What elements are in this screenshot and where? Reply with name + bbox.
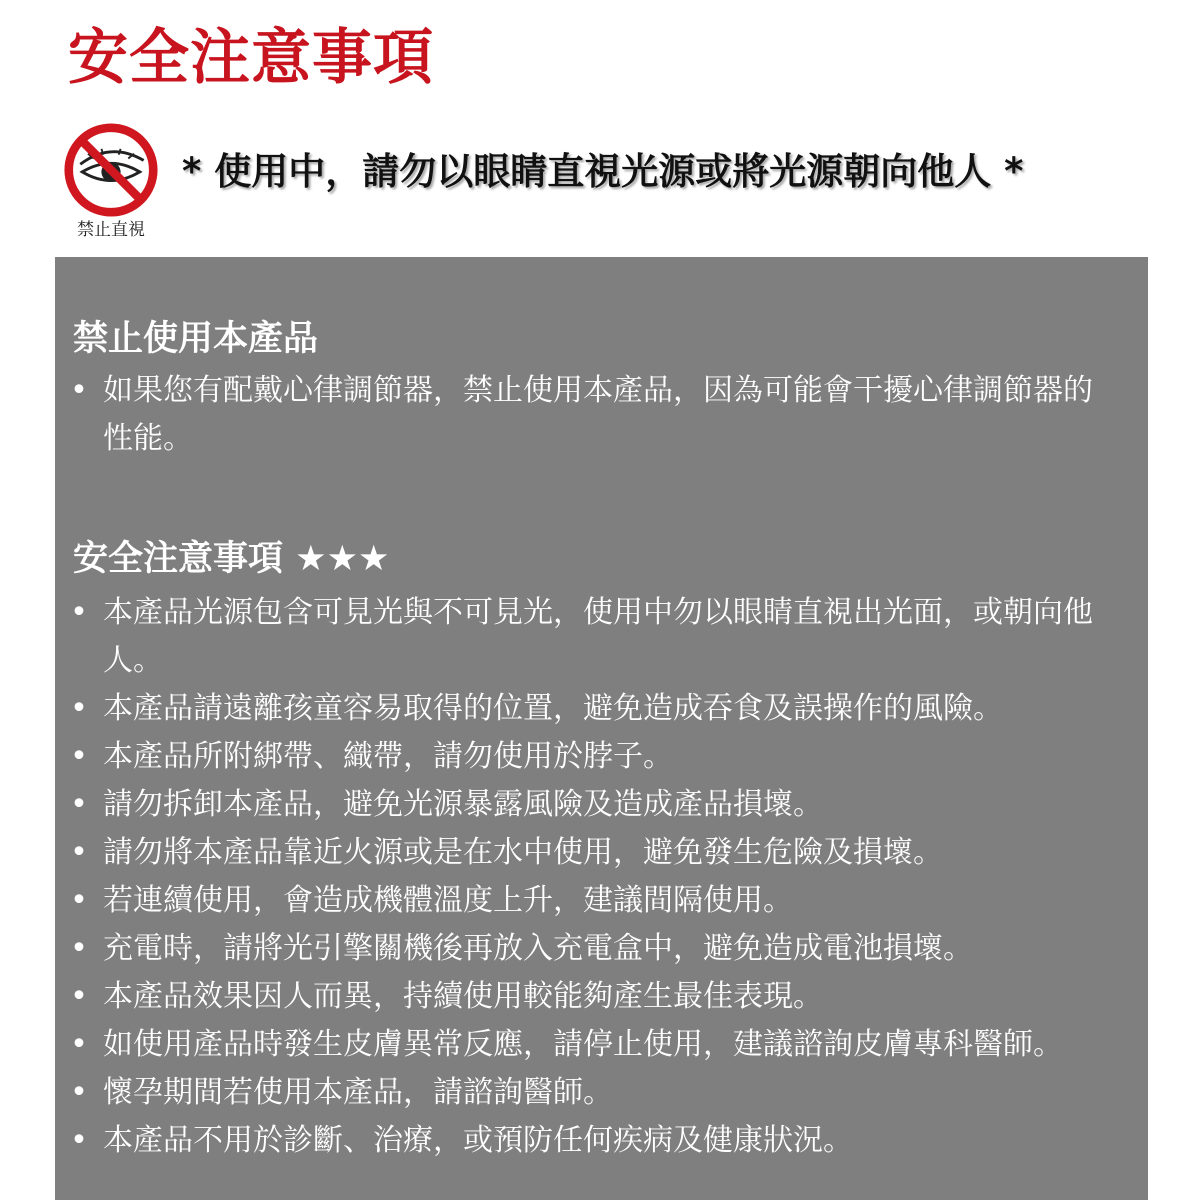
prohibited-use-list (55, 367, 1148, 463)
list-item (55, 1021, 1148, 1069)
bullet-marker: • (70, 835, 88, 870)
list-item (55, 589, 1148, 685)
list-item (55, 1117, 1148, 1165)
list-item (55, 877, 1148, 925)
bullet-marker: • (70, 883, 88, 918)
list-item-text: 如果您有配戴心律調節器，禁止使用本產品，因為可能會干擾心律調節器的性能。 (103, 373, 1093, 456)
list-item (55, 925, 1148, 973)
safety-notes-list (55, 589, 1148, 1165)
list-item (55, 973, 1148, 1021)
list-item-text: 本產品效果因人而異，持續使用較能夠產生最佳表現。 (103, 979, 823, 1014)
no-looking-eye-icon (63, 122, 159, 218)
list-item (55, 367, 1148, 463)
list-item (55, 685, 1148, 733)
list-item-text: 本產品光源包含可見光與不可見光，使用中勿以眼睛直視出光面，或朝向他人。 (103, 595, 1093, 678)
bullet-marker: • (70, 931, 88, 966)
list-item (55, 829, 1148, 877)
warning-message: * 使用中，請勿以眼睛直視光源或將光源朝向他人 * (182, 150, 1024, 193)
safety-panel (55, 257, 1148, 1200)
list-item-text: 懷孕期間若使用本產品，請諮詢醫師。 (103, 1075, 613, 1110)
section-heading-safety-notes: 安全注意事項 ★★★ (73, 539, 390, 579)
list-item-text: 本產品不用於診斷、治療，或預防任何疾病及健康狀況。 (103, 1123, 853, 1158)
list-item-text: 如使用產品時發生皮膚異常反應，請停止使用，建議諮詢皮膚專科醫師。 (103, 1027, 1063, 1062)
section-heading-prohibited-use: 禁止使用本產品 (73, 319, 319, 359)
bullet-marker: • (70, 979, 88, 1014)
bullet-marker: • (70, 787, 88, 822)
bullet-marker: • (70, 739, 88, 774)
bullet-marker: • (70, 1027, 88, 1062)
warning-icon-caption: 禁止直視 (77, 220, 145, 240)
list-item-text: 充電時，請將光引擎關機後再放入充電盒中，避免造成電池損壞。 (103, 931, 973, 966)
list-item-text: 請勿拆卸本產品，避免光源暴露風險及造成產品損壞。 (103, 787, 823, 822)
list-item-text: 本產品請遠離孩童容易取得的位置，避免造成吞食及誤操作的風險。 (103, 691, 1003, 726)
list-item (55, 733, 1148, 781)
list-item (55, 781, 1148, 829)
bullet-marker: • (70, 1075, 88, 1110)
bullet-marker: • (70, 1123, 88, 1158)
list-item (55, 1069, 1148, 1117)
bullet-marker: • (70, 691, 88, 726)
bullet-marker: • (70, 595, 88, 630)
list-item-text: 請勿將本產品靠近火源或是在水中使用，避免發生危險及損壞。 (103, 835, 943, 870)
list-item-text: 若連續使用，會造成機體溫度上升，建議間隔使用。 (103, 883, 793, 918)
page-title: 安全注意事項 (68, 23, 434, 93)
bullet-marker: • (70, 373, 88, 408)
list-item-text: 本產品所附綁帶、織帶，請勿使用於脖子。 (103, 739, 673, 774)
